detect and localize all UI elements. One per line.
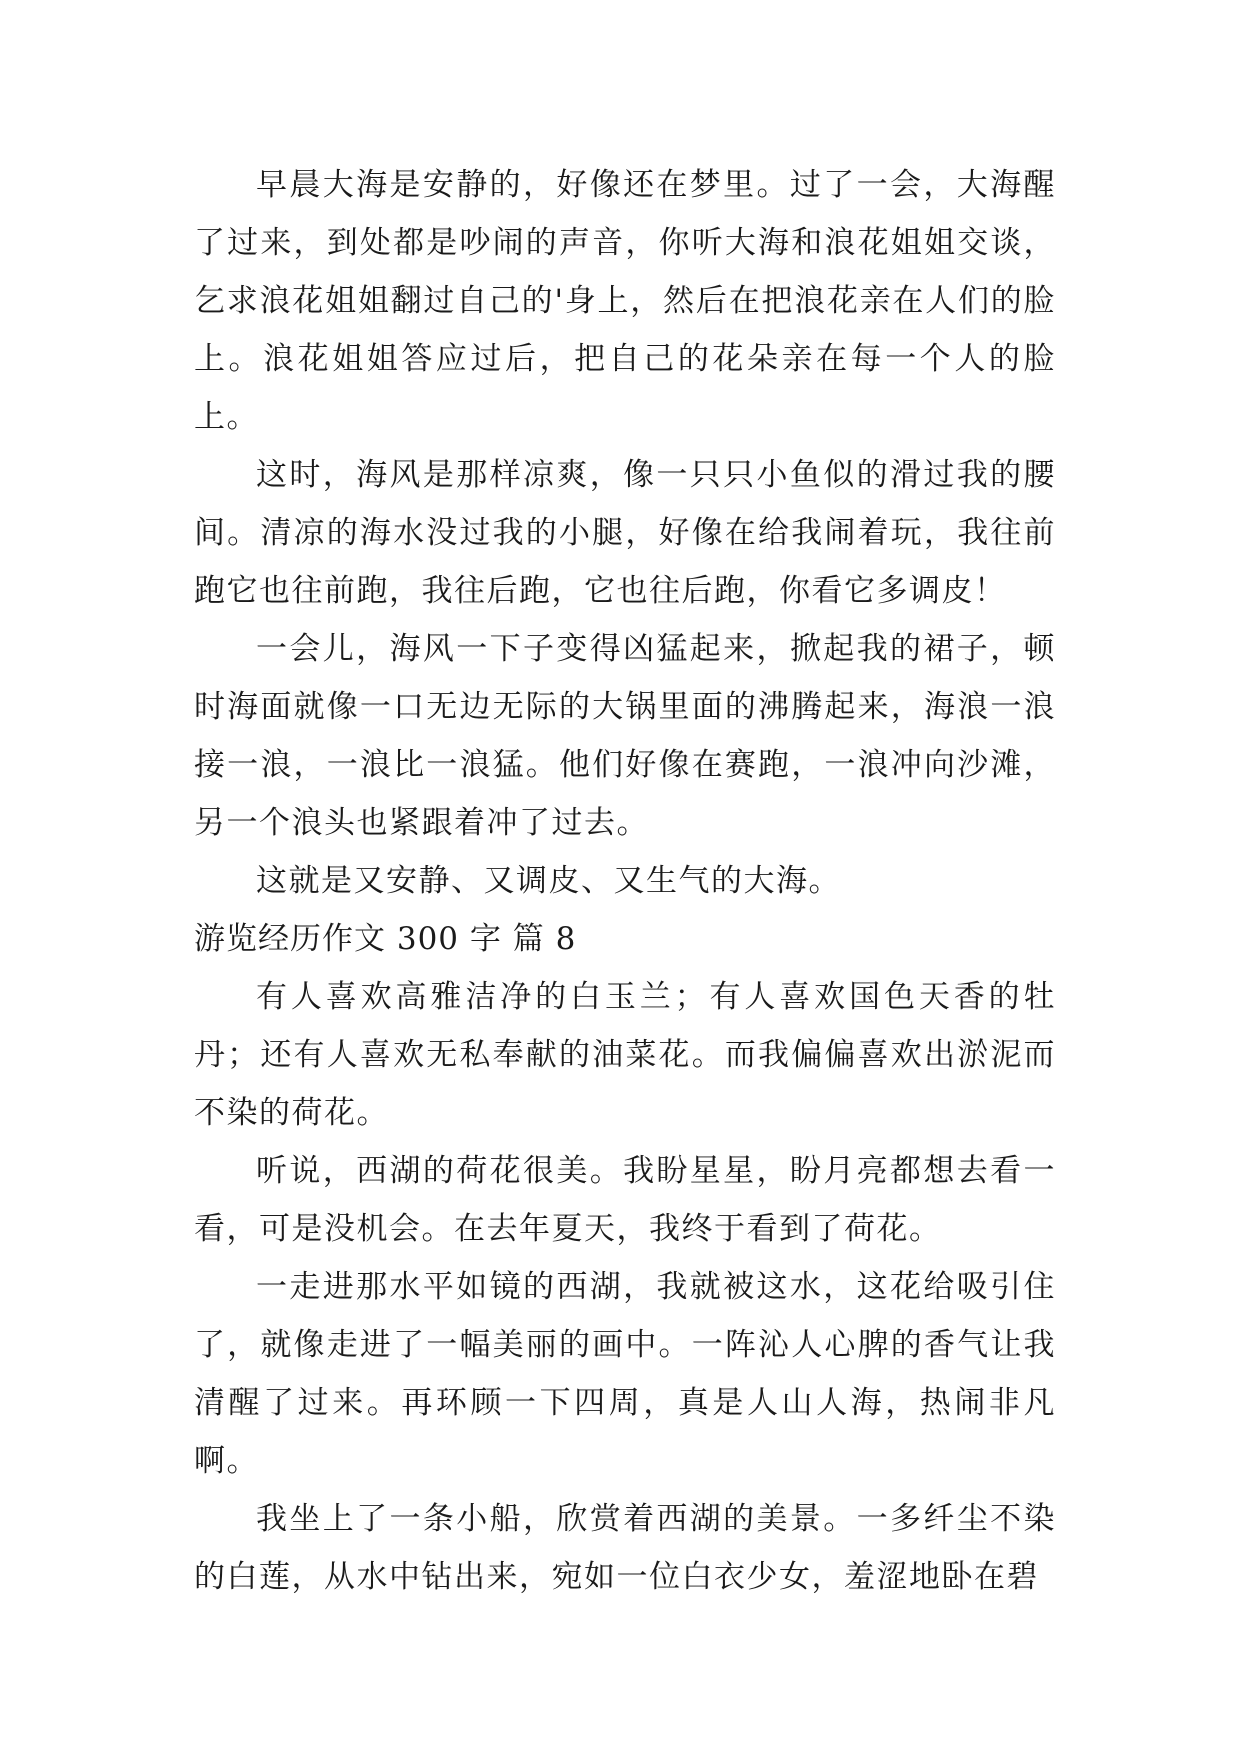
paragraph-sea-breeze: 这时，海风是那样凉爽，像一只只小鱼似的滑过我的腰间。清凉的海水没过我的小腿，好像在给我闹着玩，我往前跑它也往前跑，我往后跑，它也往后跑，你看它多调皮！ [194, 457, 1056, 609]
paragraph-sea-morning: 早晨大海是安静的，好像还在梦里。过了一会，大海醒了过来，到处都是吵闹的声音，你听大海和浪花姐姐交谈，乞求浪花姐姐翻过自己的'身上，然后在把浪花亲在人们的脸上。浪花姐姐答应过后，把自己的花朵亲在每一个人的脸上。 [194, 167, 1056, 435]
paragraph-flower-preference: 有人喜欢高雅洁净的白玉兰；有人喜欢国色天香的牡丹；还有人喜欢无私奉献的油菜花。而我偏偏喜欢出淤泥而不染的荷花。 [194, 979, 1056, 1131]
section-heading: 游览经历作文 300 字 篇 8 [194, 921, 577, 957]
paragraph-west-lake-wish: 听说，西湖的荷花很美。我盼星星，盼月亮都想去看一看，可是没机会。在去年夏天，我终于看到了荷花。 [194, 1153, 1056, 1247]
paragraph-sea-storm: 一会儿，海风一下子变得凶猛起来，掀起我的裙子，顿时海面就像一口无边无际的大锅里面的沸腾起来，海浪一浪接一浪，一浪比一浪猛。他们好像在赛跑，一浪冲向沙滩，另一个浪头也紧跟着冲了过去。 [194, 631, 1056, 841]
document-body [194, 156, 1056, 1606]
paragraph-sea-summary: 这就是又安静、又调皮、又生气的大海。 [256, 863, 841, 899]
paragraph-west-lake-arrival: 一走进那水平如镜的西湖，我就被这水，这花给吸引住了，就像走进了一幅美丽的画中。一阵沁人心脾的香气让我清醒了过来。再环顾一下四周，真是人山人海，热闹非凡啊。 [194, 1269, 1056, 1479]
paragraph-boat-ride: 我坐上了一条小船，欣赏着西湖的美景。一多纤尘不染的白莲，从水中钻出来，宛如一位白衣少女，羞涩地卧在碧 [194, 1501, 1056, 1595]
